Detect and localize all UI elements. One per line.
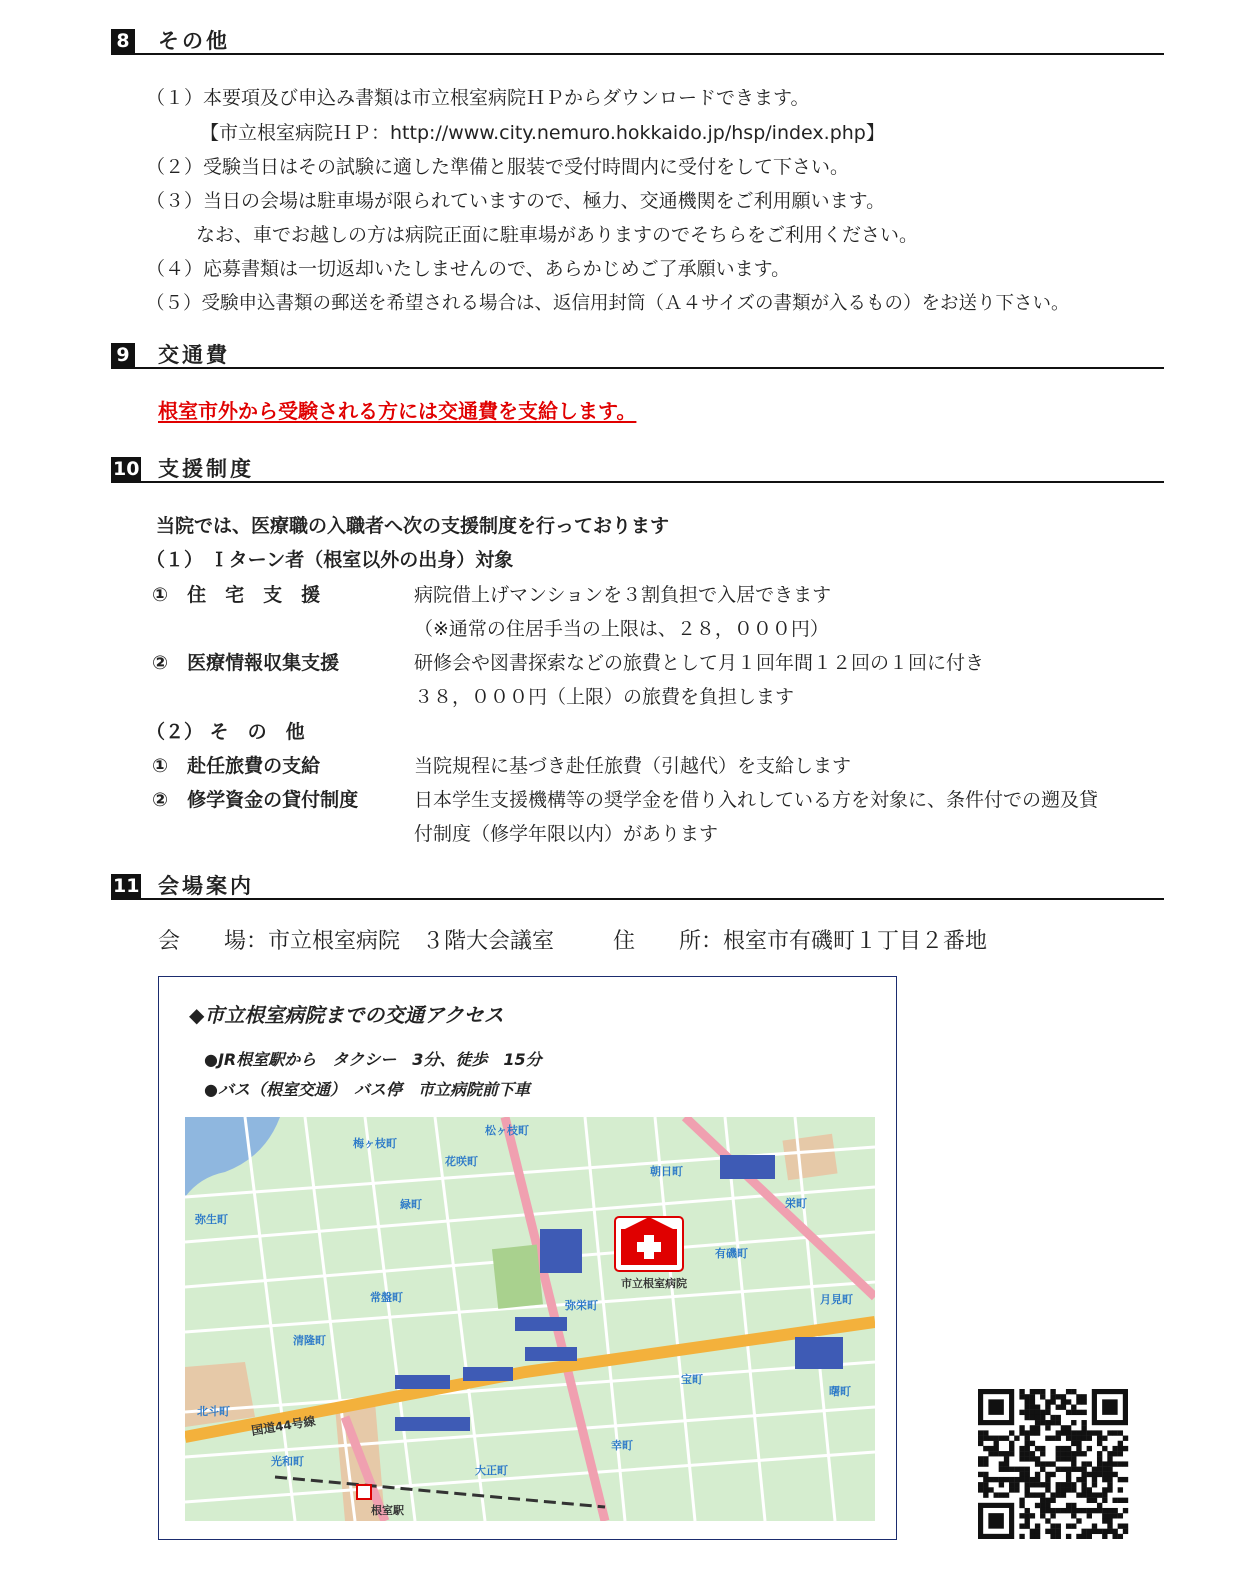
s8-item-3: （３）当日の会場は駐車場が限られていますので、極力、交通機関をご利用願います。 — [146, 190, 886, 212]
map-label-matsugae: 松ヶ枝町 — [485, 1124, 529, 1137]
qr-code[interactable] — [978, 1389, 1130, 1539]
section-10-header — [111, 457, 1164, 483]
section-number: 10 — [113, 458, 140, 480]
map-label-asahi: 朝日町 — [650, 1165, 683, 1178]
support-loan-label: ② 修学資金の貸付制度 — [152, 789, 359, 811]
map-label-route44: 国道44号線 — [250, 1414, 317, 1438]
s8-item-1: （１）本要項及び申込み書類は市立根室病院ＨＰからダウンロードできます。 — [146, 87, 810, 109]
venue-text: 会 場：市立根室病院 ３階大会議室 — [158, 929, 555, 954]
map-label-kiyoryu: 清隆町 — [293, 1334, 326, 1347]
section-11-header — [111, 874, 1164, 900]
s8-item-4: （４）応募書類は一切返却いたしませんので、あらかじめご了承願います。 — [146, 258, 791, 280]
map-label-tsukimi: 月見町 — [820, 1293, 853, 1306]
section-title: 会場案内 — [158, 874, 254, 898]
section-8-header — [111, 29, 1164, 55]
section-number: 9 — [111, 343, 135, 367]
access-map[interactable] — [185, 1117, 875, 1521]
section-9-header — [111, 343, 1164, 369]
section-number: 8 — [111, 29, 135, 53]
section-title: 支援制度 — [158, 457, 254, 481]
map-label-akebono: 曙町 — [829, 1385, 851, 1398]
map-label-ariiso: 有磯町 — [715, 1247, 748, 1260]
support-loan-text: 日本学生支援機構等の奨学金を借り入れしている方を対象に、条件付での遡及貸 — [414, 789, 1099, 811]
map-label-station: 根室駅 — [371, 1504, 404, 1517]
s8-item-url[interactable]: 【市立根室病院ＨＰ：http://www.city.nemuro.hokkaido.jp/hsp/index.php】 — [200, 122, 885, 144]
map-label-kowa: 光和町 — [271, 1455, 304, 1468]
address-text: 住 所：根室市有磯町１丁目２番地 — [613, 929, 988, 954]
s8-item-5: （５）受験申込書類の郵送を希望される場合は、返信用封筒（Ａ４サイズの書類が入るもの）をお送り下さい。 — [146, 293, 1070, 314]
support-housing-label: ① 住 宅 支 援 — [152, 584, 321, 606]
support-housing-text: 病院借上げマンションを３割負担で入居できます — [414, 584, 832, 606]
map-label-umegae: 梅ヶ枝町 — [353, 1137, 397, 1150]
support-info-label: ② 医療情報収集支援 — [152, 652, 340, 674]
support-info-text-2: ３８，０００円（上限）の旅費を負担します — [414, 686, 795, 708]
map-label-midori: 緑町 — [400, 1198, 422, 1211]
support-sub1-title: （１） Ｉターン者（根室以外の出身）対象 — [146, 549, 514, 571]
section-title: その他 — [158, 29, 230, 53]
s8-item-3b: なお、車でお越しの方は病院正面に駐車場がありますのでそちらをご利用ください。 — [196, 224, 919, 246]
access-bus: ●バス（根室交通） バス停 市立病院前下車 — [204, 1080, 530, 1099]
support-sub2-title: （２） そ の 他 — [146, 721, 305, 743]
qr-code-graphic — [978, 1389, 1130, 1539]
support-relocation-text: 当院規程に基づき赴任旅費（引越代）を支給します — [414, 755, 852, 777]
map-label-yayoi: 弥生町 — [195, 1213, 228, 1226]
map-label-takara: 宝町 — [681, 1373, 703, 1386]
map-label-tokiwa: 常盤町 — [370, 1291, 403, 1304]
map-label-kohoku: 北斗町 — [197, 1405, 230, 1418]
access-jr: ●JR根室駅から タクシー 3分、徒歩 15分 — [204, 1050, 542, 1069]
support-loan-text-2: 付制度（修学年限以内）があります — [414, 823, 719, 845]
map-label-sakae: 栄町 — [785, 1197, 807, 1210]
map-label-yasaka: 弥栄町 — [565, 1299, 598, 1312]
map-label-taisho: 大正町 — [475, 1464, 508, 1477]
travel-cost-notice: 根室市外から受験される方には交通費を支給します。 — [158, 399, 637, 423]
map-label-hanasaki: 花咲町 — [445, 1155, 478, 1168]
support-intro: 当院では、医療職の入職者へ次の支援制度を行っております — [156, 515, 670, 537]
support-housing-note: （※通常の住居手当の上限は、２８，０００円） — [414, 618, 829, 640]
section-title: 交通費 — [158, 343, 230, 367]
support-info-text: 研修会や図書探索などの旅費として月１回年間１２回の１回に付き — [414, 652, 985, 674]
section-number: 11 — [113, 875, 140, 897]
support-relocation-label: ① 赴任旅費の支給 — [152, 755, 321, 777]
access-title: ◆市立根室病院までの交通アクセス — [189, 1003, 504, 1027]
s8-item-2: （２）受験当日はその試験に適した準備と服装で受付時間内に受付をして下さい。 — [146, 156, 850, 178]
map-label-hospital[interactable]: 市立根室病院 — [621, 1277, 687, 1290]
access-panel — [158, 976, 897, 1540]
map-label-saiwai: 幸町 — [611, 1439, 633, 1452]
